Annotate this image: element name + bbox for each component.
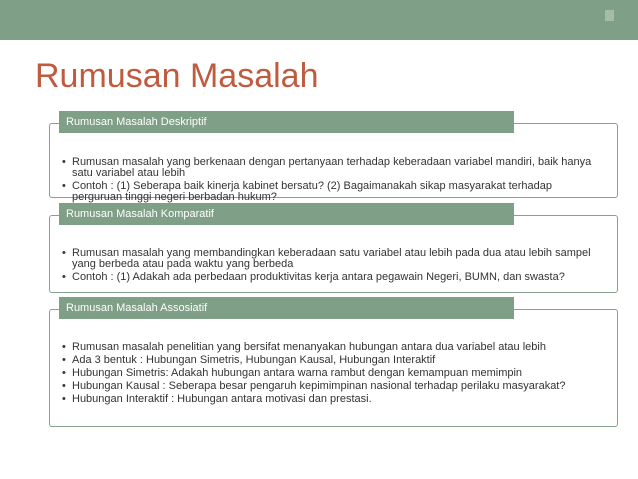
section-box [49,123,618,203]
bullet-icon: • [62,380,66,392]
bullet-text: Hubungan Simetris: Adakah hubungan antara warna rambut dengan kemampuan memimpin [72,367,523,379]
bullet-text: Contoh : (1) Seberapa baik kinerja kabinet bersatu? (2) Bagaimanakah sikap masyarakat terhadap perguruan tinggi negeri berbadan hukum? [72,180,552,203]
bullet-icon: • [62,156,66,168]
bullet-text: Hubungan Interaktif : Hubungan antara motivasi dan prestasi. [72,393,372,405]
section-komparatif [49,203,618,293]
bullet-text: Ada 3 bentuk : Hubungan Simetris, Hubungan Kausal, Hubungan Interaktif [72,354,436,366]
section-deskriptif [49,111,618,203]
list-item [62,368,597,379]
bullet-text: Rumusan masalah yang membandingkan keberadaan satu variabel atau lebih pada dua atau lebih sampel yang berbeda atau pada waktu yang berbeda [72,247,591,270]
bullet-icon: • [62,341,66,353]
bullet-icon: • [62,271,66,283]
bullet-list [62,248,597,285]
bullet-text: Hubungan Kausal : Seberapa besar pengaruh kepimimpinan nasional terhadap perilaku masyarakat? [72,380,566,392]
slide-title: Rumusan Masalah [35,57,319,95]
list-item [62,381,597,392]
section-box [49,215,618,293]
bullet-icon: • [62,247,66,259]
section-header: Rumusan Masalah Assosiatif [59,297,514,319]
list-item [62,181,597,203]
section-assosiatif [49,297,618,427]
top-banner [0,0,638,40]
list-item [62,355,597,366]
bullet-icon: • [62,180,66,192]
list-item [62,157,597,179]
bullet-list [62,157,597,205]
bullet-icon: • [62,393,66,405]
bullet-list [62,342,597,407]
list-item [62,342,597,353]
list-item [62,248,597,270]
list-item [62,272,597,283]
section-box [49,309,618,427]
list-item [62,394,597,405]
bullet-text: Rumusan masalah penelitian yang bersifat menanyakan hubungan antara dua variabel atau lebih [72,341,546,353]
bullet-text: Contoh : (1) Adakah ada perbedaan produktivitas kerja antara pegawain Negeri, BUMN, dan swasta? [72,271,565,283]
banner-accent [605,10,614,21]
section-header: Rumusan Masalah Deskriptif [59,111,514,133]
bullet-icon: • [62,367,66,379]
bullet-icon: • [62,354,66,366]
section-header: Rumusan Masalah Komparatif [59,203,514,225]
bullet-text: Rumusan masalah yang berkenaan dengan pertanyaan terhadap keberadaan variabel mandiri, baik hanya satu variabel atau lebih [72,156,592,179]
